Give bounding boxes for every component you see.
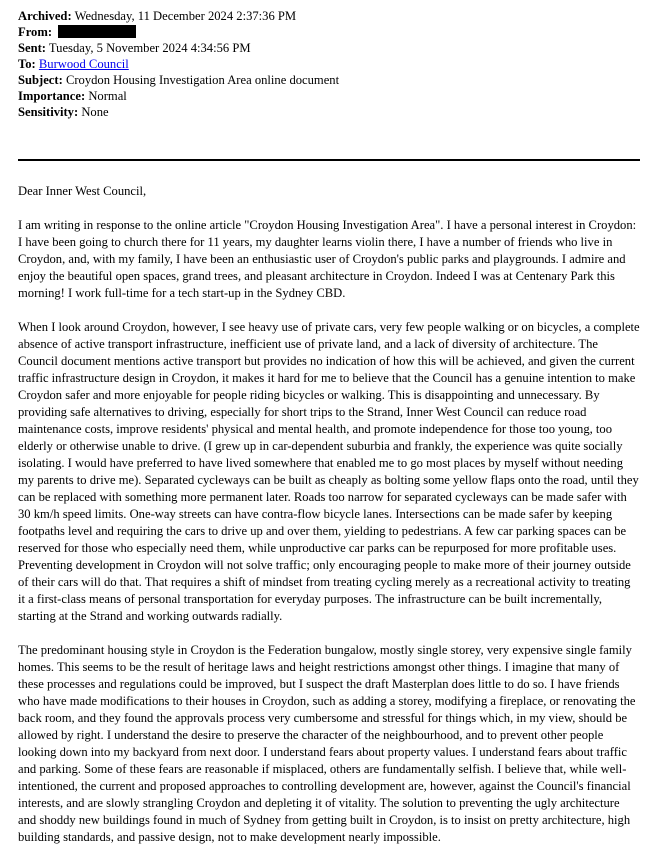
sent-value: Tuesday, 5 November 2024 4:34:56 PM	[48, 41, 251, 55]
from-row	[18, 24, 640, 40]
sensitivity-row	[18, 104, 640, 120]
greeting: Dear Inner West Council,	[18, 184, 147, 198]
body-paragraph-2: When I look around Croydon, however, I see heavy use of private cars, very few people walking or on bicycles, a complete absence of active transport infrastructure, inefficient use of private land, and a lack of diversity of architecture. The Council document mentions active transport but provides no indication of how this will be achieved, and given the current traffic infrastructure design in Croydon, it makes it hard for me to believe that the Council has a genuine intention to make Croydon safer and more enjoyable for people riding bicycles or walking. This is disappointing and unnecessary. By providing safe alternatives to driving, especially for short trips to the Strand, Inner West Council can reduce road maintenance costs, improve residents' physical and mental health, and promote independence for those too young, too elderly or otherwise unable to drive. (I grew up in car-dependent suburbia and frankly, the experience was quite socially isolating. I would have preferred to have lived somewhere that enabled me to go most places by myself without needing my parents to drive me). Separated cycleways can be built as cheaply as bolting some yellow flaps onto the road, until they can be replaced with something more permanent later. Roads too narrow for separated cycleways can be made safer with 30 km/h speed limits. One-way streets can have contra-flow bicycle lanes. Intersections can be made safer by keeping footpaths level and requiring the cars to drive up and over them, yielding to pedestrians. A few car parking spaces can be reserved for those who especially need them, while unproductive car parks can be repurposed for more profitable uses. Preventing development in Croydon will not solve traffic; only encouraging people to make more of their journey outside of their cars will do that. That requires a shift of mindset from treating cycling merely as a recreational activity to treating it a first-class means of personal transportation for everyday purposes. The infrastructure can be built incrementally, starting at the Strand and working outwards radially.	[18, 320, 640, 623]
email-body	[18, 183, 640, 863]
sent-row	[18, 40, 640, 56]
header-divider	[18, 159, 640, 161]
subject-value: Croydon Housing Investigation Area online document	[65, 73, 340, 87]
redacted-sender	[58, 25, 136, 38]
to-label: To:	[18, 57, 36, 71]
sent-label: Sent:	[18, 41, 46, 55]
from-label: From:	[18, 25, 53, 39]
body-paragraph-3: The predominant housing style in Croydon is the Federation bungalow, mostly single storey, very expensive single family homes. This seems to be the result of heritage laws and height restrictions amongst other things. I imagine that many of these processes and regulations could be improved, but I suspect the draft Masterplan does little to do so. I have friends who have made modifications to their houses in Croydon, such as adding a storey, modifying a fireplace, or renovating the back room, and they found the approvals process very cumbersome and stressful for things which, in my view, should be allowed by right. I understand the desire to preserve the character of the neighbourhood, and to prevent other people looking down into my backyard from next door. I understand fears about property values. I understand fears about traffic and parking. Some of these fears are reasonable if misplaced, others are fundamentally selfish. I believe that, while well-intentioned, the current and proposed approaches to controlling development are, however, against the Council's financial interests, and are slowly strangling Croydon and depleting it of vitality. The solution to preventing the ugly architecture and shoddy new buildings found in much of Sydney from getting built in Croydon, is to insist on pretty architecture, high building standards, and passive design, not to make development nearly impossible.	[18, 643, 636, 844]
importance-label: Importance:	[18, 89, 86, 103]
body-paragraph-1: I am writing in response to the online article "Croydon Housing Investigation Area". I have a personal interest in Croydon: I have been going to church there for 11 years, my daughter learns violin there, I have a number of friends who live in Croydon, and, with my family, I have been an enthusiastic user of Croydon's public parks and playgrounds. I admire and enjoy the beautiful open spaces, grand trees, and pleasant architecture in Croydon. Indeed I was at Centenary Park this morning! I work full-time for a tech start-up in the Sydney CBD.	[18, 218, 637, 300]
to-row	[18, 56, 640, 72]
to-recipient-link[interactable]: Burwood Council	[38, 57, 129, 71]
importance-value: Normal	[88, 89, 127, 103]
archived-row	[18, 8, 640, 24]
sensitivity-value: None	[81, 105, 109, 119]
email-header	[18, 8, 640, 120]
archived-value: Wednesday, 11 December 2024 2:37:36 PM	[74, 9, 297, 23]
subject-label: Subject:	[18, 73, 63, 87]
archived-label: Archived:	[18, 9, 72, 23]
importance-row	[18, 88, 640, 104]
sensitivity-label: Sensitivity:	[18, 105, 79, 119]
subject-row	[18, 72, 640, 88]
